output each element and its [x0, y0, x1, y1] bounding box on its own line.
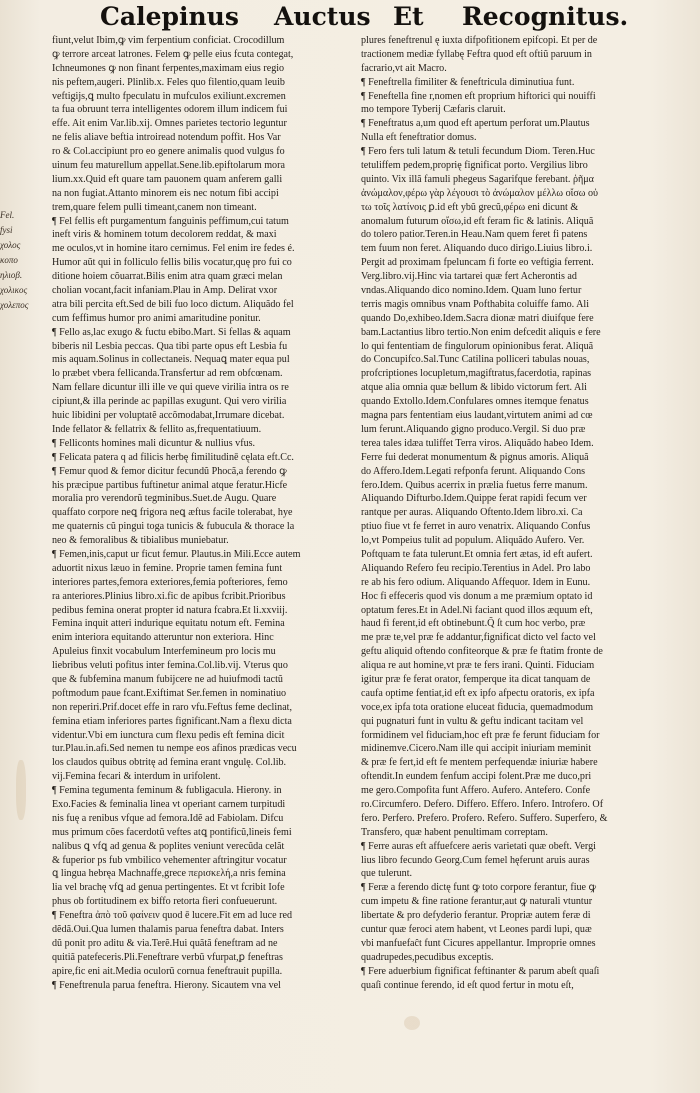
paper-stain: [16, 760, 26, 820]
text-line: lo præbet vbera fellicanda.Transfertur ad rem obfcœnam.: [52, 368, 283, 380]
text-line: re ab his fero odium. Aliquando Affequor. Idem in Eunu.: [361, 576, 591, 588]
text-line: lia vel brachę vfꝗ ad genua pertingentes. Et vt fcribit Iofe: [52, 882, 285, 894]
text-line: do Concupifco.Sal.Tunc Catilina polliceri tabulas nouas,: [361, 354, 590, 366]
text-line: Apuleius finxit vocabulum Interfemineum pro locis mu: [52, 646, 276, 658]
text-line: cum impetu & fine ratione ferantur,aut ꝙ naturali vtuntur: [361, 896, 593, 908]
text-line: his præcipue partibus fuftinetur animal atque feratur.Hicfe: [52, 479, 288, 491]
text-line: cholian vocant,facit infaniam.Plau in Amp. Delirat vxor: [52, 285, 278, 297]
running-head: [78, 0, 698, 36]
text-line: profcriptiones locupletum,magiftratus,facerdotia, rapinas: [361, 368, 592, 380]
text-line: fiunt,velut Ibim,ꝙ vim ferpentium conficiat. Crocodillum: [52, 35, 285, 46]
text-line: cuntur quæ feroci atem habent, vt Leones pardi lupi, quæ: [361, 924, 592, 935]
text-line: mis aquam.Solinus in collectaneis. Nequaꝗ mater equa pul: [52, 354, 290, 366]
text-line: bam.Lactantius libro tertio.Non enim defcedit aliquis e fere: [361, 326, 601, 338]
text-line: ¶ Feneftrenula parua feneftra. Hierony. Sicautem vna vel: [52, 979, 281, 991]
text-line: τω τοῖς λατίνοις ꝑ.id eft ybũ grecũ,φέρω eni dicunt &: [361, 201, 579, 213]
text-line: fysi: [0, 225, 13, 235]
text-line: que & fubfemina manum fubijcere ne ad huiufmodi tactũ: [52, 673, 283, 685]
running-head-word: Et: [393, 2, 424, 31]
text-line: mo tempore Tyberij Cæfaris claruit.: [361, 104, 506, 116]
text-line: Exo.Facies & feminalia linea vt operiant carnem turpitudi: [52, 798, 286, 810]
left-column: [52, 34, 357, 1054]
paper-stain: [404, 1016, 420, 1030]
text-line: Fel.: [0, 210, 15, 220]
text-line: tetuliffem pedem,proprię fignificat porto. Vergilius libro: [361, 160, 588, 172]
text-line: Ichneumones ꝙ non finant ferpentes,maximam eius regio: [52, 62, 285, 74]
text-line: ηλιοβ.: [0, 270, 23, 280]
text-line: ra anteriores.Plinius libro.xi.fic de apibus fcribit.Prioribus: [52, 590, 286, 602]
running-head-word: Recognitus.: [462, 2, 629, 31]
text-line: me præ te,vel præ fe addantur,fignificat dicto vel facto vel: [361, 632, 596, 644]
text-line: vbi manfuefaĉt funt Cicures appellantur. Improprie omnes: [361, 937, 596, 949]
text-line: huic libidini per voluptatẽ accõmodabat,Irrumare dicebat.: [52, 410, 285, 422]
text-line: Poftquam te fata tulerunt.Et omnia fert ætas, id eft aufert.: [361, 548, 593, 560]
text-line: dũ ponit pro aditu & via.Terẽ.Hui quãtã feneftram ad ne: [52, 937, 278, 949]
text-line: Ferre fui dederat monumentum & pignus amoris. Aliquã: [361, 451, 589, 463]
text-line: Femina inquit atteri indurique equitatu notum eft. Femina: [52, 618, 285, 630]
text-line: igitur præ fe ferat orator, femperque ita dicat tanquam de: [361, 673, 591, 685]
text-line: ¶ Feneftrella fimiliter & feneftricula diminutiua funt.: [361, 76, 575, 88]
text-line: κοπο: [0, 255, 18, 265]
text-line: quadrupedes,pecudibus exceptis.: [361, 951, 494, 963]
text-line: facrario,vt ait Macro.: [361, 62, 447, 74]
text-line: ꝗ lingua hebręa Machnaffe,grece περισκελή,a nris femina: [52, 868, 286, 880]
text-line: vndas.Aliquando dico nomino.Idem. Quam luno fertur: [361, 285, 582, 297]
margin-annotations: [0, 208, 52, 328]
text-line: midinemve.Cicero.Nam ille qui accipit iniuriam meminit: [361, 743, 592, 755]
text-line: plures feneftrenul ę iuxta difpofitionem epifcopi. Et per de: [361, 35, 598, 46]
text-line: ¶ Femen,inis,caput ur ficut femur. Plautus.in Mili.Ecce autem: [52, 548, 301, 560]
text-line: que tulerunt.: [361, 868, 413, 880]
text-line: χολικος: [0, 285, 28, 295]
text-line: quaffato corpore neꝗ frigora neꝗ æftus facile tolerabat, hye: [52, 507, 293, 519]
text-line: poftmodum paue fcant.Exiftimat Ser.femen in nominatiuo: [52, 687, 287, 699]
text-line: terea tales idæa tuliffet Terra viros. Aliquãdo habeo Idem.: [361, 437, 594, 449]
text-line: pedibus femina onerat propter id natura fcabra.Et li.xxviij.: [52, 604, 288, 616]
text-line: oftendit.In eundem fenfum accipi folent.Præ me duco,pri: [361, 771, 592, 783]
text-line: nalibus ꝗ vfꝗ ad genua & poplites veniunt verecũda celãt: [52, 840, 285, 852]
text-line: anomalum futurum οἴσω,id eft feram fic & latinis. Aliquã: [361, 215, 594, 227]
text-line: magna pars fententiam eius laudant,virtutem animi ad cœ: [361, 410, 593, 422]
text-line: interiores partes,femora exteriores,femia pofteriores, femo: [52, 576, 288, 588]
text-line: fero. Perfero. Prefero. Profero. Refero. Suffero. Superfero, &: [361, 812, 608, 824]
text-line: do Affero.Idem.Legati refponfa ferunt. Aliquando Cons: [361, 465, 586, 477]
text-line: ineft viris & hominem totum decolorem reddat, & maxi: [52, 229, 277, 241]
text-line: enim interiora equitando atteruntur non exteriora. Hinc: [52, 632, 274, 644]
text-line: effe. Ait enim Var.lib.xij. Omnes parietes tectorio leguntur: [52, 118, 287, 130]
text-line: me quaternis cũ pingui toga tunicis & fubucula & thorace la: [52, 521, 295, 533]
text-line: ꝙ terrore arceat latrones. Felem ꝙ pelle eius fcuta contegat,: [52, 48, 294, 60]
text-line: Hoc fi effeceris quod vis donum a me præmium optato id: [361, 590, 593, 602]
text-line: aduortit nixus læuo in femine. Proprie tamen femina funt: [52, 562, 283, 574]
text-line: ¶ Feneftratus a,um quod eft apertum perforat um.Plautus: [361, 118, 590, 130]
text-line: ¶ Ferre auras eft affuefcere aeris varietati quæ obeft. Vergi: [361, 840, 596, 852]
text-line: lo,vt Pompeius tulit ad populum. Aliquãdo Aufero. Ver.: [361, 535, 585, 547]
text-line: atra bili percita eft.Sed de bili fuo loco dictum. Aliquãdo fel: [52, 298, 294, 310]
text-line: liebribus veluti pofitus inter femina.Col.lib.vij. Vterus quo: [52, 660, 288, 672]
text-line: ptiuo fiue vt fe ferret in auro venatrix. Aliquando Confus: [361, 521, 591, 533]
text-line: apire,fic eni ait.Media oculorũ cornua feneftrauit pupilla.: [52, 965, 283, 977]
text-line: tem fuum non feret. Aliquando duco dirigo.Liuius libro.i.: [361, 243, 593, 255]
text-line: cipiunt,& illa perinde ac papillas exugunt. Qui vero virilia: [52, 396, 287, 408]
text-line: Nam fellare dicuntur illi ille ve qui queve virilia intra os re: [52, 382, 289, 394]
text-line: & fuperior ps fub vmbilico vehementer aftringitur vocatur: [52, 854, 287, 866]
text-line: ¶ Femina tegumenta feminum & fubligacula. Hierony. in: [52, 785, 282, 797]
right-column: [361, 34, 697, 1054]
text-line: lium.xx.Quid eft quare tam pauonem quam anferem galli: [52, 173, 283, 185]
text-line: Pergit ad proximam fpeluncam fi forte eo veftigia ferrent.: [361, 257, 594, 269]
text-line: non reperiri.Prif.docet effe in raro vfu.Feftus feme declinat,: [52, 701, 293, 713]
text-line: qui pugnaturi funt in vultu & geftu indicant tacitam vel: [361, 715, 584, 727]
text-line: Inde fellator & fellatrix & fellito as,frequentatiuum.: [52, 423, 262, 435]
text-line: ditione hoiem cõuarrat.Bilis enim atra quam græci melan: [52, 271, 283, 283]
text-line: femina etiam inferiores partes fignificant.Nam a flexu dicta: [52, 715, 292, 727]
text-line: dẽdã.Oui.Qua lumen thalamis parua feneftra dabat. Inters: [52, 924, 284, 935]
text-line: neo & femoralibus & tibialibus muniebatur.: [52, 535, 229, 547]
text-line: formidinem vel fiduciam,hoc eft præ fe ferunt fiduciam for: [361, 729, 600, 741]
running-head-word: Calepinus: [100, 2, 239, 31]
text-line: & præ fe fert,id eft fe mentem perfequendæ iniuriæ habere: [361, 757, 598, 769]
text-line: geftu aliquid oftendo confiteorque & præ fe ftatim fronte de: [361, 646, 603, 658]
text-line: ¶ Femur quod & femor dicitur fecundũ Phocã,a ferendo ꝙ: [52, 465, 287, 477]
text-line: quando Extollo.Idem.Confulares omnes itemque fenatus: [361, 396, 589, 408]
text-line: Transfero, quæ habent penultimam correptam.: [361, 826, 548, 838]
text-line: haud fi ferent,id eft obtinebunt.Q̃ ſt cum hoc verbo, præ: [361, 618, 586, 630]
text-line: voce,ex ipfa tota oratione eluceat fiducia, quemadmodum: [361, 701, 594, 713]
text-line: ro.Circumfero. Defero. Differo. Effero. Infero. Introfero. Of: [361, 798, 604, 810]
text-line: aliqua re aut homine,vt præ te fers irani. Quinti. Fiduciam: [361, 660, 595, 672]
text-line: quinto. Vix illã famuli phegeus Sagarifque ferebant. ῥῆμα: [361, 173, 594, 185]
text-line: moralia pro verendorũ tegminibus.Suet.de Augu. Quare: [52, 493, 277, 505]
text-line: quando Do,exhibeo.Idem.Sacra dionæ matri diuifque fere: [361, 312, 594, 324]
text-line: atque alia omnia quæ bellum & libido victorum fert. Ali: [361, 382, 587, 394]
text-line: uinum feu maturellum appellat.Sene.lib.epiftolarum mora: [52, 160, 285, 172]
text-line: veftigijs,ꝗ multo fpeculatu in mufculos exiliunt.excremen: [52, 90, 286, 102]
text-line: ¶ Feneftra ἀπὸ τοῦ φαίνειν quod ē lucere.Fit em ad luce red: [52, 910, 293, 922]
running-head-word: Auctus: [274, 2, 371, 31]
text-line: vij.Femina fecari & interdum in urifolent.: [52, 771, 221, 783]
text-line: los claudos quibus obtritę ad femina erant vngulę. Col.lib.: [52, 757, 287, 769]
text-line: Aliquando Difturbo.Idem.Quippe ferat rapidi fecum ver: [361, 493, 587, 505]
text-line: me gero.Compofita funt Affero. Aufero. Antefero. Confe: [361, 785, 591, 797]
text-line: nis peftem,augeri. Plinlib.x. Feles quo filentio,quam leuib: [52, 76, 285, 88]
text-line: ¶ Fere aduerbium fignificat feftinanter & parum abeſt quaſi: [361, 965, 600, 977]
text-line: na non fugiat.Attanto minorem eis nec notum fibi accipi: [52, 187, 279, 199]
text-line: quitiã patefeceris.Pli.Feneftrare verbũ vfurpat,ꝑ feneftras: [52, 951, 283, 963]
text-line: nis fuę a renibus vfque ad femora.Idẽ ad Fabiolam. Difcu: [52, 812, 284, 824]
text-line: quaſi continue ferendo, id eſt quod fertur in motu eſt,: [361, 979, 574, 991]
text-line: mus primum cões facerdotũ veftes atꝗ pontificũ,lineis femi: [52, 826, 292, 838]
text-line: χολος: [0, 240, 21, 250]
text-line: ¶ Felicata patera q ad filicis herbę fimilitudinē cęlata eft.Cc.: [52, 451, 294, 463]
text-line: videntur.Vbi em iunctura cum flexu pedis eft femina dicit: [52, 729, 285, 741]
text-line: fero.Idem. Quibus acerrix in prælia fuetus ferre manum.: [361, 479, 588, 491]
text-line: ¶ Feræ a ferendo dictę funt ꝙ toto corpore ferantur, fiue ꝙ: [361, 882, 597, 894]
text-line: ¶ Fel fellis eft purgamentum fanguinis peffimum,cui tatum: [52, 215, 289, 227]
text-line: ro & Col.accipiunt pro eo genere animalis quod vulgus fo: [52, 146, 285, 158]
text-line: lo qui fententiam de fingulorum opinionibus ferat. Aliquã: [361, 340, 594, 352]
text-line: Nulla eft feneftratior domus.: [361, 132, 477, 144]
text-line: caufa optime fentiat,id eft ex ipfo afpectu oratoris, ex ipfa: [361, 687, 595, 699]
text-line: χολεπος: [0, 300, 29, 310]
text-line: ta fua obruunt terra intelligentes odorem illum indicem fui: [52, 104, 288, 116]
text-line: ἀνώμαλον,φέρω γὰρ λέγουσι τὸ ἀνώμαλον μέλλω οἴσω οὐ: [361, 187, 598, 199]
text-line: terris magis omnibus vnam Pofthabita coluiffe famo. Ali: [361, 298, 590, 310]
text-line: lius libro fecundo Georg.Cum femel hęferunt aruis auras: [361, 854, 590, 866]
text-line: libertate & pro defyderio ferantur. Propriæ autem feræ di: [361, 910, 591, 922]
text-line: ¶ Fello as,lac exugo & fuctu ebibo.Mart. Si fellas & aquam: [52, 326, 291, 338]
text-line: phus ob fortitudinem ex biffo retorta fieri confueuerunt.: [52, 896, 278, 908]
text-line: tur.Plau.in.afi.Sed nemen tu nempe eos afinos prædicas vecu: [52, 743, 297, 755]
text-line: biberis nil Lesbia peccas. Qua tibi parte opus eft Lesbia fu: [52, 340, 288, 352]
text-line: rantque per auras. Aliquando Oftento.Idem libro.xi. Ca: [361, 507, 583, 519]
text-line: Verg.libro.vij.Hinc via tartarei quæ fert Acherontis ad: [361, 271, 577, 283]
text-line: tractionem mediæ fyllabę Feftra quod eft oftiũ paruum in: [361, 48, 592, 60]
text-line: ¶ Feneftella fine r,nomen eft proprium hiftorici qui nouiffi: [361, 90, 596, 102]
text-line: trem,quare felem pulli timeant,canem non timeant.: [52, 201, 257, 213]
text-line: ¶ Fero fers tuli latum & tetuli fecundum Diom. Teren.Huc: [361, 146, 595, 158]
text-line: Humor aũt qui in folliculo fellis bilis vocatur,quę pro fui co: [52, 257, 292, 269]
text-line: me oculos,vt in homine itaro cernimus. Fel enim ire fedes é.: [52, 243, 295, 255]
text-line: optatum feres.Et in Adel.Ni faciant quod illos æquum eft,: [361, 604, 593, 616]
text-line: ne felis aliave beftia introiread notendum poffit. Hos Var: [52, 132, 281, 144]
text-line: Aliquando Refero feu recipio.Terentius in Adel. Pro labo: [361, 562, 591, 574]
text-line: cum feffimus humor pro animi amaritudine ponitur.: [52, 312, 261, 324]
text-line: lum ferunt.Aliquando gigno produco.Vergil. Si duo præ: [361, 423, 586, 435]
text-line: ¶ Felliconts homines mali dicuntur & nullius vfus.: [52, 437, 256, 449]
text-line: do tolero patior.Teren.in Heau.Nam quem feret fi patens: [361, 229, 588, 241]
